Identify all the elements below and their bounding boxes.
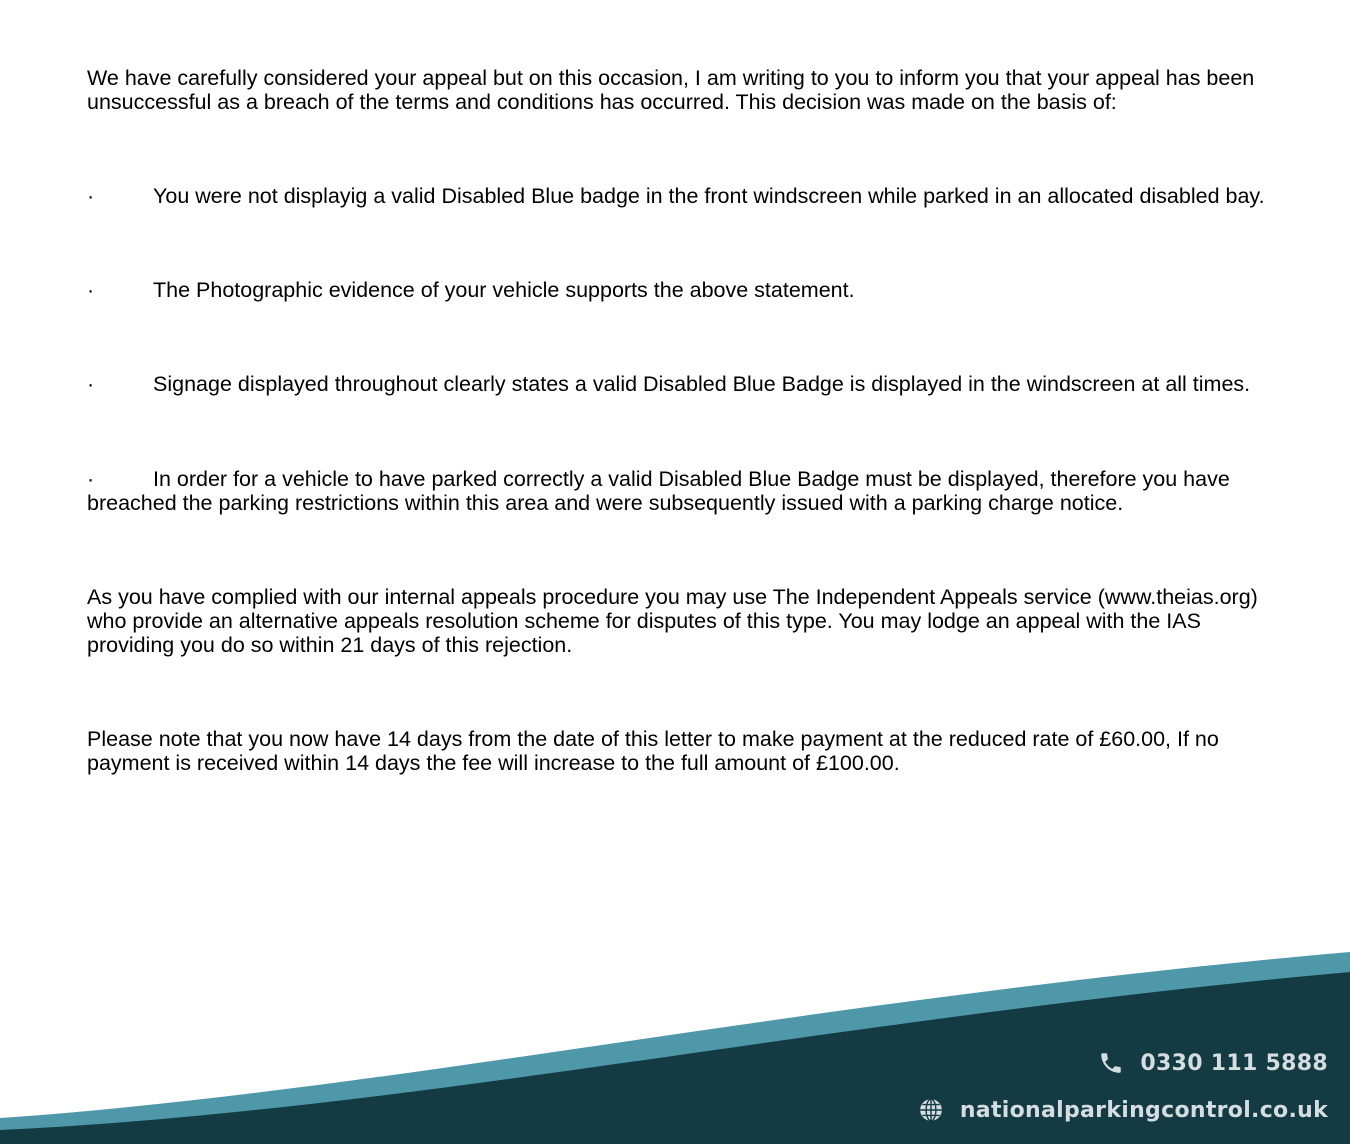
website-url: nationalparkingcontrol.co.uk [959, 1097, 1328, 1123]
footer-website [918, 1097, 1328, 1123]
bullet-text: The Photographic evidence of your vehicle supports the above statement. [153, 278, 855, 302]
bullet-item-not-displaying [87, 184, 1292, 208]
footer-phone [1098, 1050, 1328, 1076]
phone-icon [1098, 1050, 1124, 1076]
bullet-item-signage [87, 372, 1292, 396]
bullet-text: You were not displayig a valid Disabled Blue badge in the front windscreen while parked in an allocated disabled bay. [153, 184, 1265, 208]
bullet-text: Signage displayed throughout clearly states a valid Disabled Blue Badge is displayed in the windscreen at all times. [153, 372, 1251, 396]
bullet-text: In order for a vehicle to have parked correctly a valid Disabled Blue Badge must be displayed, therefore you have breached the parking restrictions within this area and were subsequently issued with a parking charge notice. [87, 467, 1230, 515]
bullet-marker: · [87, 184, 95, 208]
bullet-item-breach [87, 467, 1292, 515]
intro-paragraph: We have carefully considered your appeal but on this occasion, I am writing to you to inform you that your appeal has been unsuccessful as a breach of the terms and conditions has occurred. This decision was made on the basis of: [87, 66, 1255, 114]
globe-icon [918, 1097, 944, 1123]
bullet-marker: · [87, 467, 95, 491]
appeals-paragraph: As you have complied with our internal appeals procedure you may use The Independent Appeals service (www.theias.org) who provide an alternative appeals resolution scheme for disputes of this type. You may lodge an appeal with the IAS providing you do so within 21 days of this rejection. [87, 585, 1258, 657]
bullet-item-photographic-evidence [87, 278, 1292, 302]
letter-body [87, 66, 1292, 775]
bullet-marker: · [87, 372, 95, 396]
payment-paragraph: Please note that you now have 14 days from the date of this letter to make payment at the reduced rate of £60.00, If no payment is received within 14 days the fee will increase to the full amount of £100.00. [87, 727, 1219, 775]
bullet-marker: · [87, 278, 95, 302]
phone-number: 0330 111 5888 [1140, 1050, 1328, 1076]
